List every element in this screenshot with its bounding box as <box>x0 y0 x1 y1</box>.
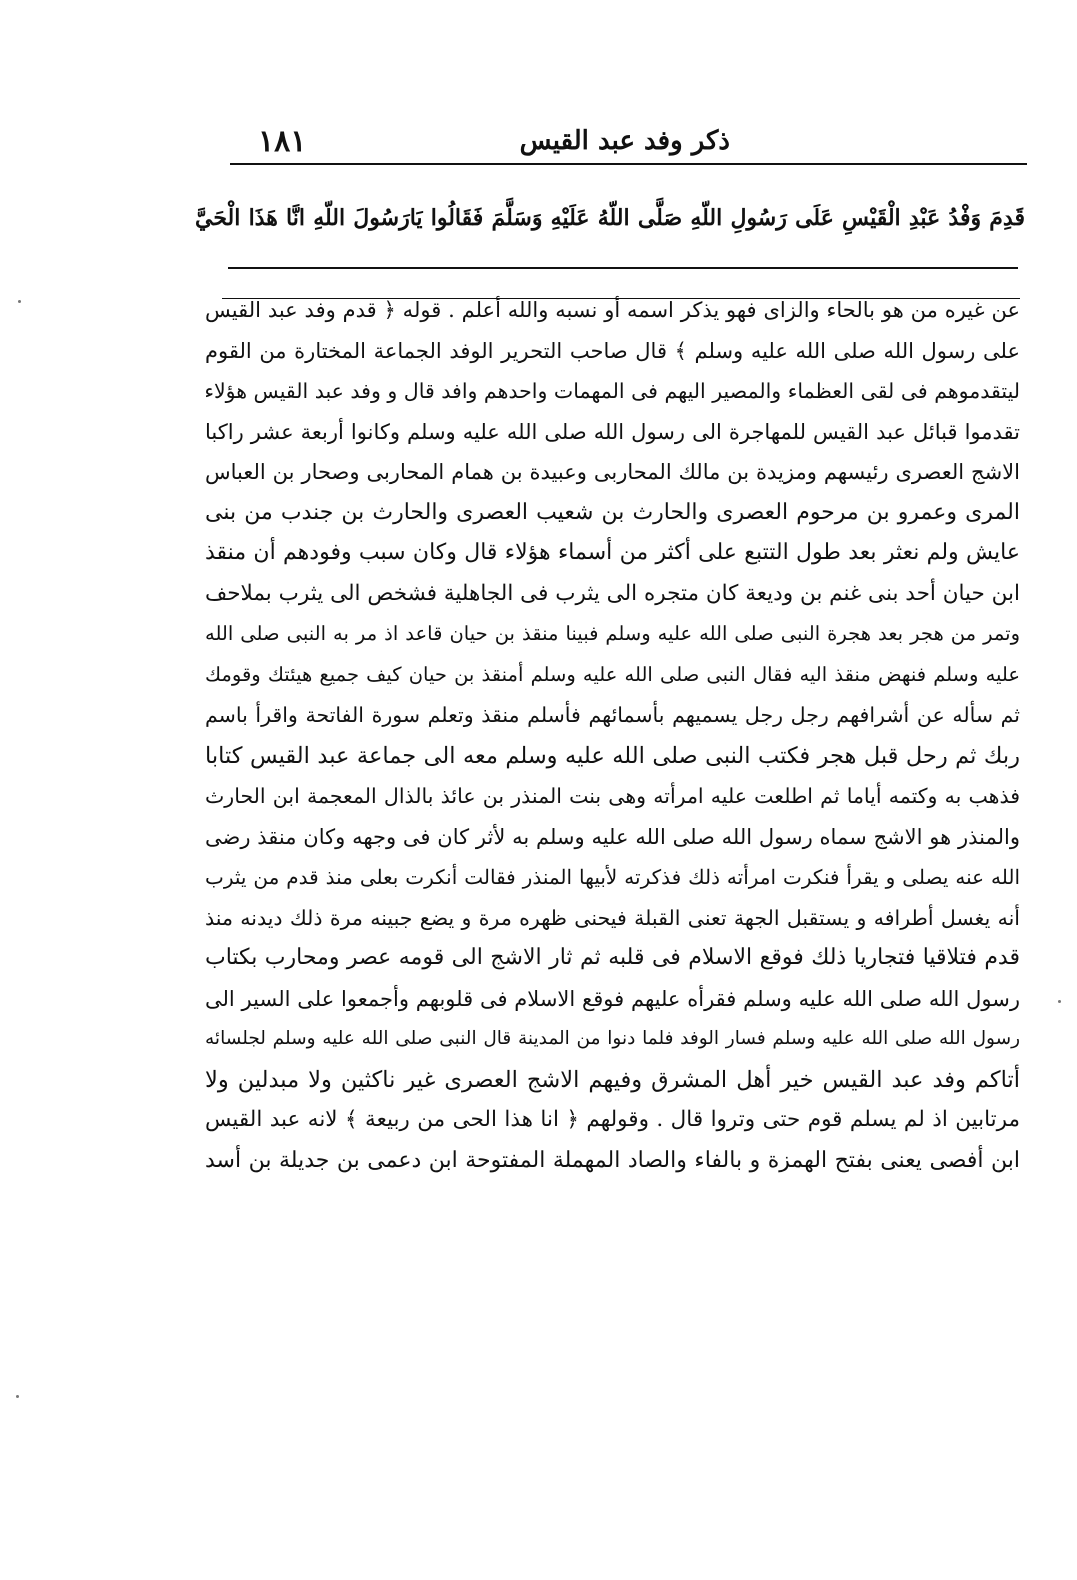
commentary-line: رسول الله صلى الله عليه وسلم فسار الوفد فلما دنوا من المدينة قال النبى صلى الله عليه وسلم لجلسائه <box>205 1028 1020 1049</box>
commentary-line: الله عنه يصلى و يقرأ فنكرت امرأته ذلك فذكرته لأبيها المنذر فقالت أنكرت بعلى منذ قدم من يثرب <box>205 865 1020 889</box>
commentary-line: على رسول الله صلى الله عليه وسلم ﴾ قال صاحب التحرير الوفد الجماعة المختارة من القوم <box>205 338 1020 363</box>
commentary-line: ثم سأله عن أشرافهم رجل رجل يسميهم بأسمائهم فأسلم منقذ وتعلم سورة الفاتحة واقرأ باسم <box>205 703 1020 727</box>
header-rule <box>230 163 1027 165</box>
hadith-rule-top <box>228 267 1018 269</box>
commentary-line: عليه وسلم فنهض منقذ اليه فقال النبى صلى الله عليه وسلم أمنقذ بن حيان كيف جميع هيئتك وقومك <box>205 662 1020 686</box>
scan-speck <box>1058 1000 1061 1003</box>
commentary-line: أتاكم وفد عبد القيس خير أهل المشرق وفيهم الاشج العصرى غير ناكثين ولا مبدلين ولا <box>205 1066 1020 1093</box>
commentary-line: مرتابين اذ لم يسلم قوم حتى وتروا قال . وقولهم ﴿ انا هذا الحى من ربيعة ﴾ لانه عبد القيس <box>205 1107 1020 1132</box>
commentary-line: تقدموا قبائل عبد القيس للمهاجرة الى رسول الله صلى الله عليه وسلم وكانوا أربعة عشر راكبا <box>205 419 1020 444</box>
commentary-line: قدم فتلاقيا فتجاريا ذلك فوقع الاسلام فى قلبه ثم ثار الاشج الى قومه عصر ومحارب بكتاب <box>205 945 1020 970</box>
commentary-line: ابن حيان أحد بنى غنم بن وديعة كان متجره الى يثرب فى الجاهلية فشخص الى يثرب بملاحف <box>205 580 1020 606</box>
commentary-line: المرى وعمرو بن مرحوم العصرى والحارث بن شعيب العصرى والحارث بن جندب من بنى <box>205 499 1020 525</box>
running-title: ذكر وفد عبد القيس <box>519 126 730 156</box>
commentary-line: والمنذر هو الاشج سماه رسول الله صلى الله عليه وسلم به لأثر كان فى وجهه وكان منقذ رضى <box>205 824 1020 849</box>
commentary-line: الاشج العصرى رئيسهم ومزيدة بن مالك المحاربى وعبيدة بن همام المحاربى وصحار بن العباس <box>205 460 1020 484</box>
page-number: ١٨١ <box>258 124 307 159</box>
commentary-line: وتمر من هجر بعد هجرة النبى صلى الله عليه وسلم فبينا منقذ بن حيان قاعد اذ مر به النبى صلى الله <box>205 622 1020 645</box>
commentary-line: عايش ولم نعثر بعد طول التتبع على أكثر من أسماء هؤلاء قال وكان سبب وفودهم أن منقذ <box>205 540 1020 565</box>
commentary-line: ربك ثم رحل قبل هجر فكتب النبى صلى الله عليه وسلم معه الى جماعة عبد القيس كتابا <box>205 742 1020 769</box>
commentary-line: رسول الله صلى الله عليه وسلم فقرأه عليهم فوقع الاسلام فى قلوبهم وأجمعوا على السير الى <box>205 986 1020 1011</box>
commentary-line: ابن أفصى يعنى بفتح الهمزة و بالفاء والصاد المهملة المفتوحة ابن دعمى بن جديلة بن أسد <box>205 1147 1020 1173</box>
hadith-text: قَدِمَ وَفْدُ عَبْدِ الْقَيْسِ عَلَى رَسُولِ اللّهِ صَلَّى اللّهُ عَلَيْهِ وَسَلَّمَ فَقَالُوا يَارَسُولَ اللّهِ انَّا هَذَا الْحَيَّ <box>195 205 1025 231</box>
commentary-line: عن غيره من هو بالحاء والزاى فهو يذكر اسمه أو نسبه والله أعلم . قوله ﴿ قدم وفد عبد القيس <box>205 298 1020 322</box>
scan-speck <box>18 300 21 303</box>
commentary-line: ليتقدموهم فى لقى العظماء والمصير اليهم فى المهمات واحدهم وافد قال و وفد عبد القيس هؤلاء <box>204 379 1020 403</box>
commentary-line: أنه يغسل أطرافه و يستقبل الجهة تعنى القبلة فيحنى ظهره مرة و يضع جبينه مرة ذلك ديدنه منذ <box>205 905 1020 930</box>
commentary-body <box>205 290 1020 1181</box>
page-header <box>230 118 1030 164</box>
scan-speck <box>16 1395 19 1398</box>
commentary-line: فذهب به وكتمه أياما ثم اطلعت عليه امرأته وهى بنت المنذر بن عائذ بالذال المعجمة ابن الحارث <box>205 784 1020 808</box>
